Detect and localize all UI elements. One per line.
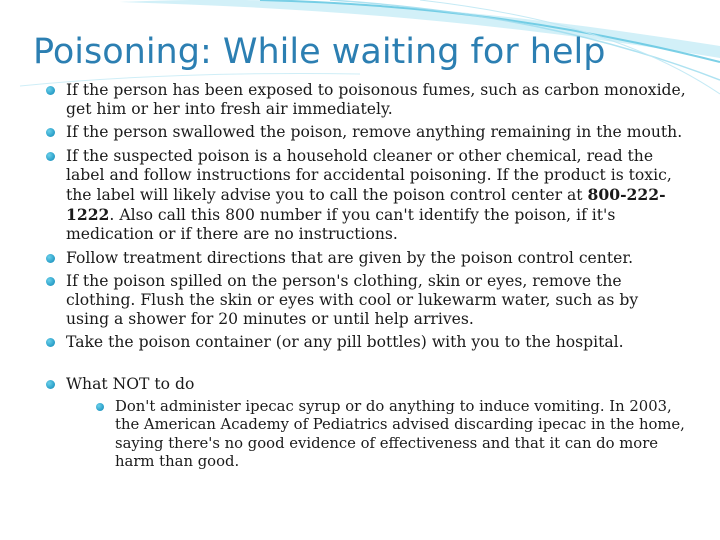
bullet-item <box>46 147 686 245</box>
bullet-item <box>46 81 686 119</box>
bullet-item <box>46 333 686 352</box>
slide-body <box>46 81 686 475</box>
bullet-text: If the poison spilled on the person's clothing, skin or eyes, remove the clothing. Flush the skin or eyes with cool or lukewarm water, such as by using a shower for 20 minutes or until help arrives. <box>66 271 639 329</box>
bullet-text-post: . Also call this 800 number if you can't identify the poison, if it's medication or if there are no instructions. <box>66 206 616 244</box>
sub-bullet-text: Don't administer ipecac syrup or do anything to induce vomiting. In 2003, the American Academy of Pediatrics advised discarding ipecac in the home, saying there's no good evidence of effectiveness and that it can do more harm than good. <box>115 397 685 471</box>
sub-bullet-list <box>66 398 686 472</box>
sub-bullet-item <box>96 398 686 472</box>
bullet-text: If the person has been exposed to poisonous fumes, such as carbon monoxide, get him or her into fresh air immediately. <box>66 81 686 119</box>
bullet-list <box>46 81 686 471</box>
bullet-item <box>46 272 686 330</box>
bullet-text: Follow treatment directions that are given by the poison control center. <box>66 248 634 267</box>
section-heading: What NOT to do <box>66 374 195 393</box>
slide-title: Poisoning: While waiting for help <box>33 32 606 72</box>
bullet-text: Take the poison container (or any pill bottles) with you to the hospital. <box>66 333 624 352</box>
bullet-item <box>46 123 686 142</box>
poison-control-phone: 800-222-1222 <box>66 185 666 225</box>
spacer <box>46 357 686 375</box>
bullet-item <box>46 249 686 268</box>
what-not-to-do-heading <box>46 375 686 472</box>
bullet-text-pre: If the suspected poison is a household cleaner or other chemical, read the label and follow instructions for accidental poisoning. If the product is toxic, the label will likely advise you to call the poison control center at <box>66 146 672 205</box>
bullet-text: If the person swallowed the poison, remove anything remaining in the mouth. <box>66 123 683 142</box>
